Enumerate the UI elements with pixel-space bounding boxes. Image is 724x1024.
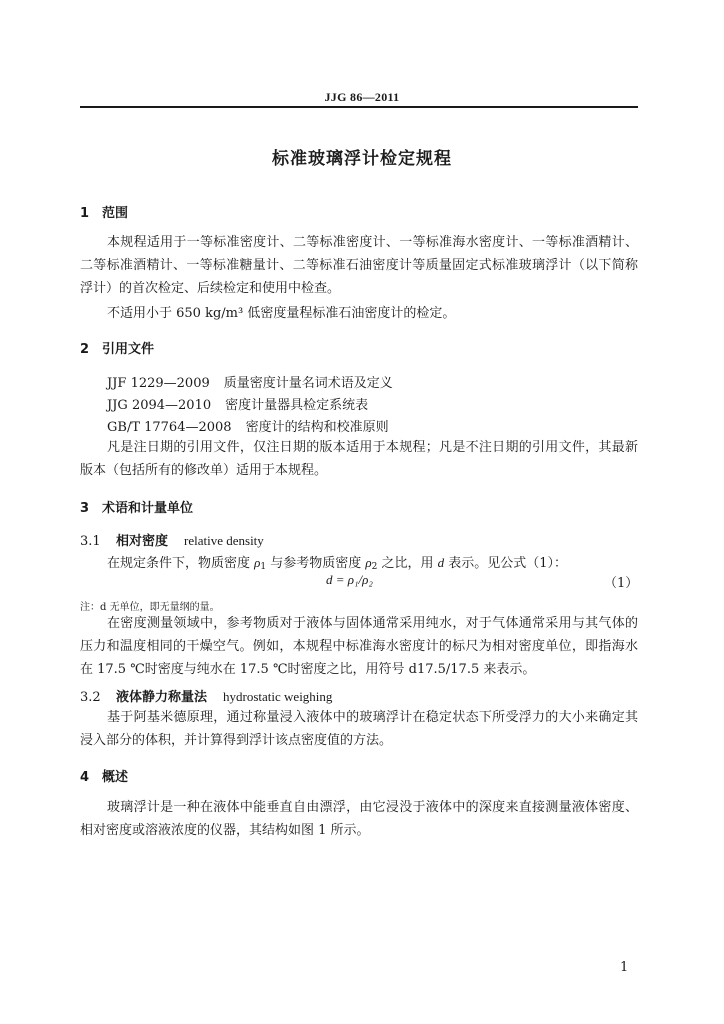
- section-1-heading: [80, 202, 128, 221]
- reference-item: [107, 372, 393, 391]
- reference-code: GB/T 17764—2008: [107, 420, 232, 435]
- term-english: relative density: [184, 533, 264, 548]
- section-3-heading: [80, 497, 193, 516]
- term-english: hydrostatic weighing: [223, 689, 333, 704]
- note: 注：d 无单位，即无量纲的量。: [80, 602, 220, 613]
- reference-code: JJG 2094—2010: [107, 398, 212, 413]
- section-title: 引用文件: [102, 342, 155, 357]
- section-4-paragraph: 玻璃浮计是一种在液体中能垂直自由漂浮，由它浸没于液体中的深度来直接测量液体密度、相对密度或溶液浓度的仪器，其结构如图 1 所示。: [80, 800, 638, 838]
- reference-code: JJF 1229—2009: [107, 376, 210, 391]
- section-3-2-paragraph: 基于阿基米德原理，通过称量浸入液体中的玻璃浮计在稳定状态下所受浮力的大小来确定其浸入部分的体积，并计算得到浮计该点密度值的方法。: [80, 710, 638, 748]
- section-1-paragraph: 本规程适用于一等标准密度计、二等标准密度计、一等标准海水密度计、一等标准酒精计、二等标准酒精计、一等标准糖量计、二等标准石油密度计等质量固定式标准玻璃浮计（以下简称浮计）的首次检定、后续检定和使用中检查。: [80, 235, 638, 296]
- standard-code: JJG 86—2011: [324, 90, 400, 104]
- reference-title: 质量密度计量名词术语及定义: [223, 376, 393, 391]
- section-number: 1: [80, 206, 90, 221]
- page-number: 1: [620, 960, 629, 975]
- section-number: 2: [80, 342, 90, 357]
- formula-number: （1）: [604, 576, 639, 591]
- section-title: 概述: [102, 770, 129, 785]
- reference-title: 密度计量器具检定系统表: [225, 398, 369, 413]
- section-number: 4: [80, 770, 90, 785]
- section-title: 范围: [102, 206, 129, 221]
- section-1-exclusion: 不适用小于 650 kg/m³ 低密度量程标准石油密度计的检定。: [107, 306, 456, 321]
- reference-item: [107, 394, 368, 413]
- formula-1: d = ρ₁/ρ₂: [326, 572, 373, 587]
- subsection-number: 3.2: [80, 690, 101, 705]
- section-2-paragraph: 凡是注日期的引用文件，仅注日期的版本适用于本规程；凡是不注日期的引用文件，其最新版本（包括所有的修改单）适用于本规程。: [80, 440, 638, 478]
- document-title: 标准玻璃浮计检定规程: [272, 149, 452, 169]
- section-4-heading: [80, 766, 128, 785]
- section-3-1-paragraph: 在密度测量领域中，参考物质对于液体与固体通常采用纯水，对于气体通常采用与其气体的压力和温度相同的干燥空气。例如，本规程中标准海水密度计的标尺为相对密度单位，即指海水在 17.5 ℃时密度与纯水在 17.5 ℃时密度之比，用符号 d17.5/17.5 来表示。: [80, 616, 638, 677]
- term-chinese: 相对密度: [116, 534, 169, 549]
- section-2-heading: [80, 338, 154, 357]
- subsection-3-2-heading: [80, 686, 332, 705]
- reference-item: [107, 416, 389, 435]
- section-number: 3: [80, 501, 90, 516]
- section-title: 术语和计量单位: [102, 501, 194, 516]
- term-chinese: 液体静力称量法: [116, 690, 208, 705]
- reference-title: 密度计的结构和校准原则: [245, 420, 389, 435]
- subsection-3-1-heading: [80, 530, 264, 549]
- subsection-number: 3.1: [80, 534, 101, 549]
- definition-sentence: 在规定条件下，物质密度 $\rho_1$ 与参考物质密度 $\rho_2$ 之比，用 d 表示。见公式（1）：: [107, 555, 568, 572]
- header-divider: [80, 106, 638, 108]
